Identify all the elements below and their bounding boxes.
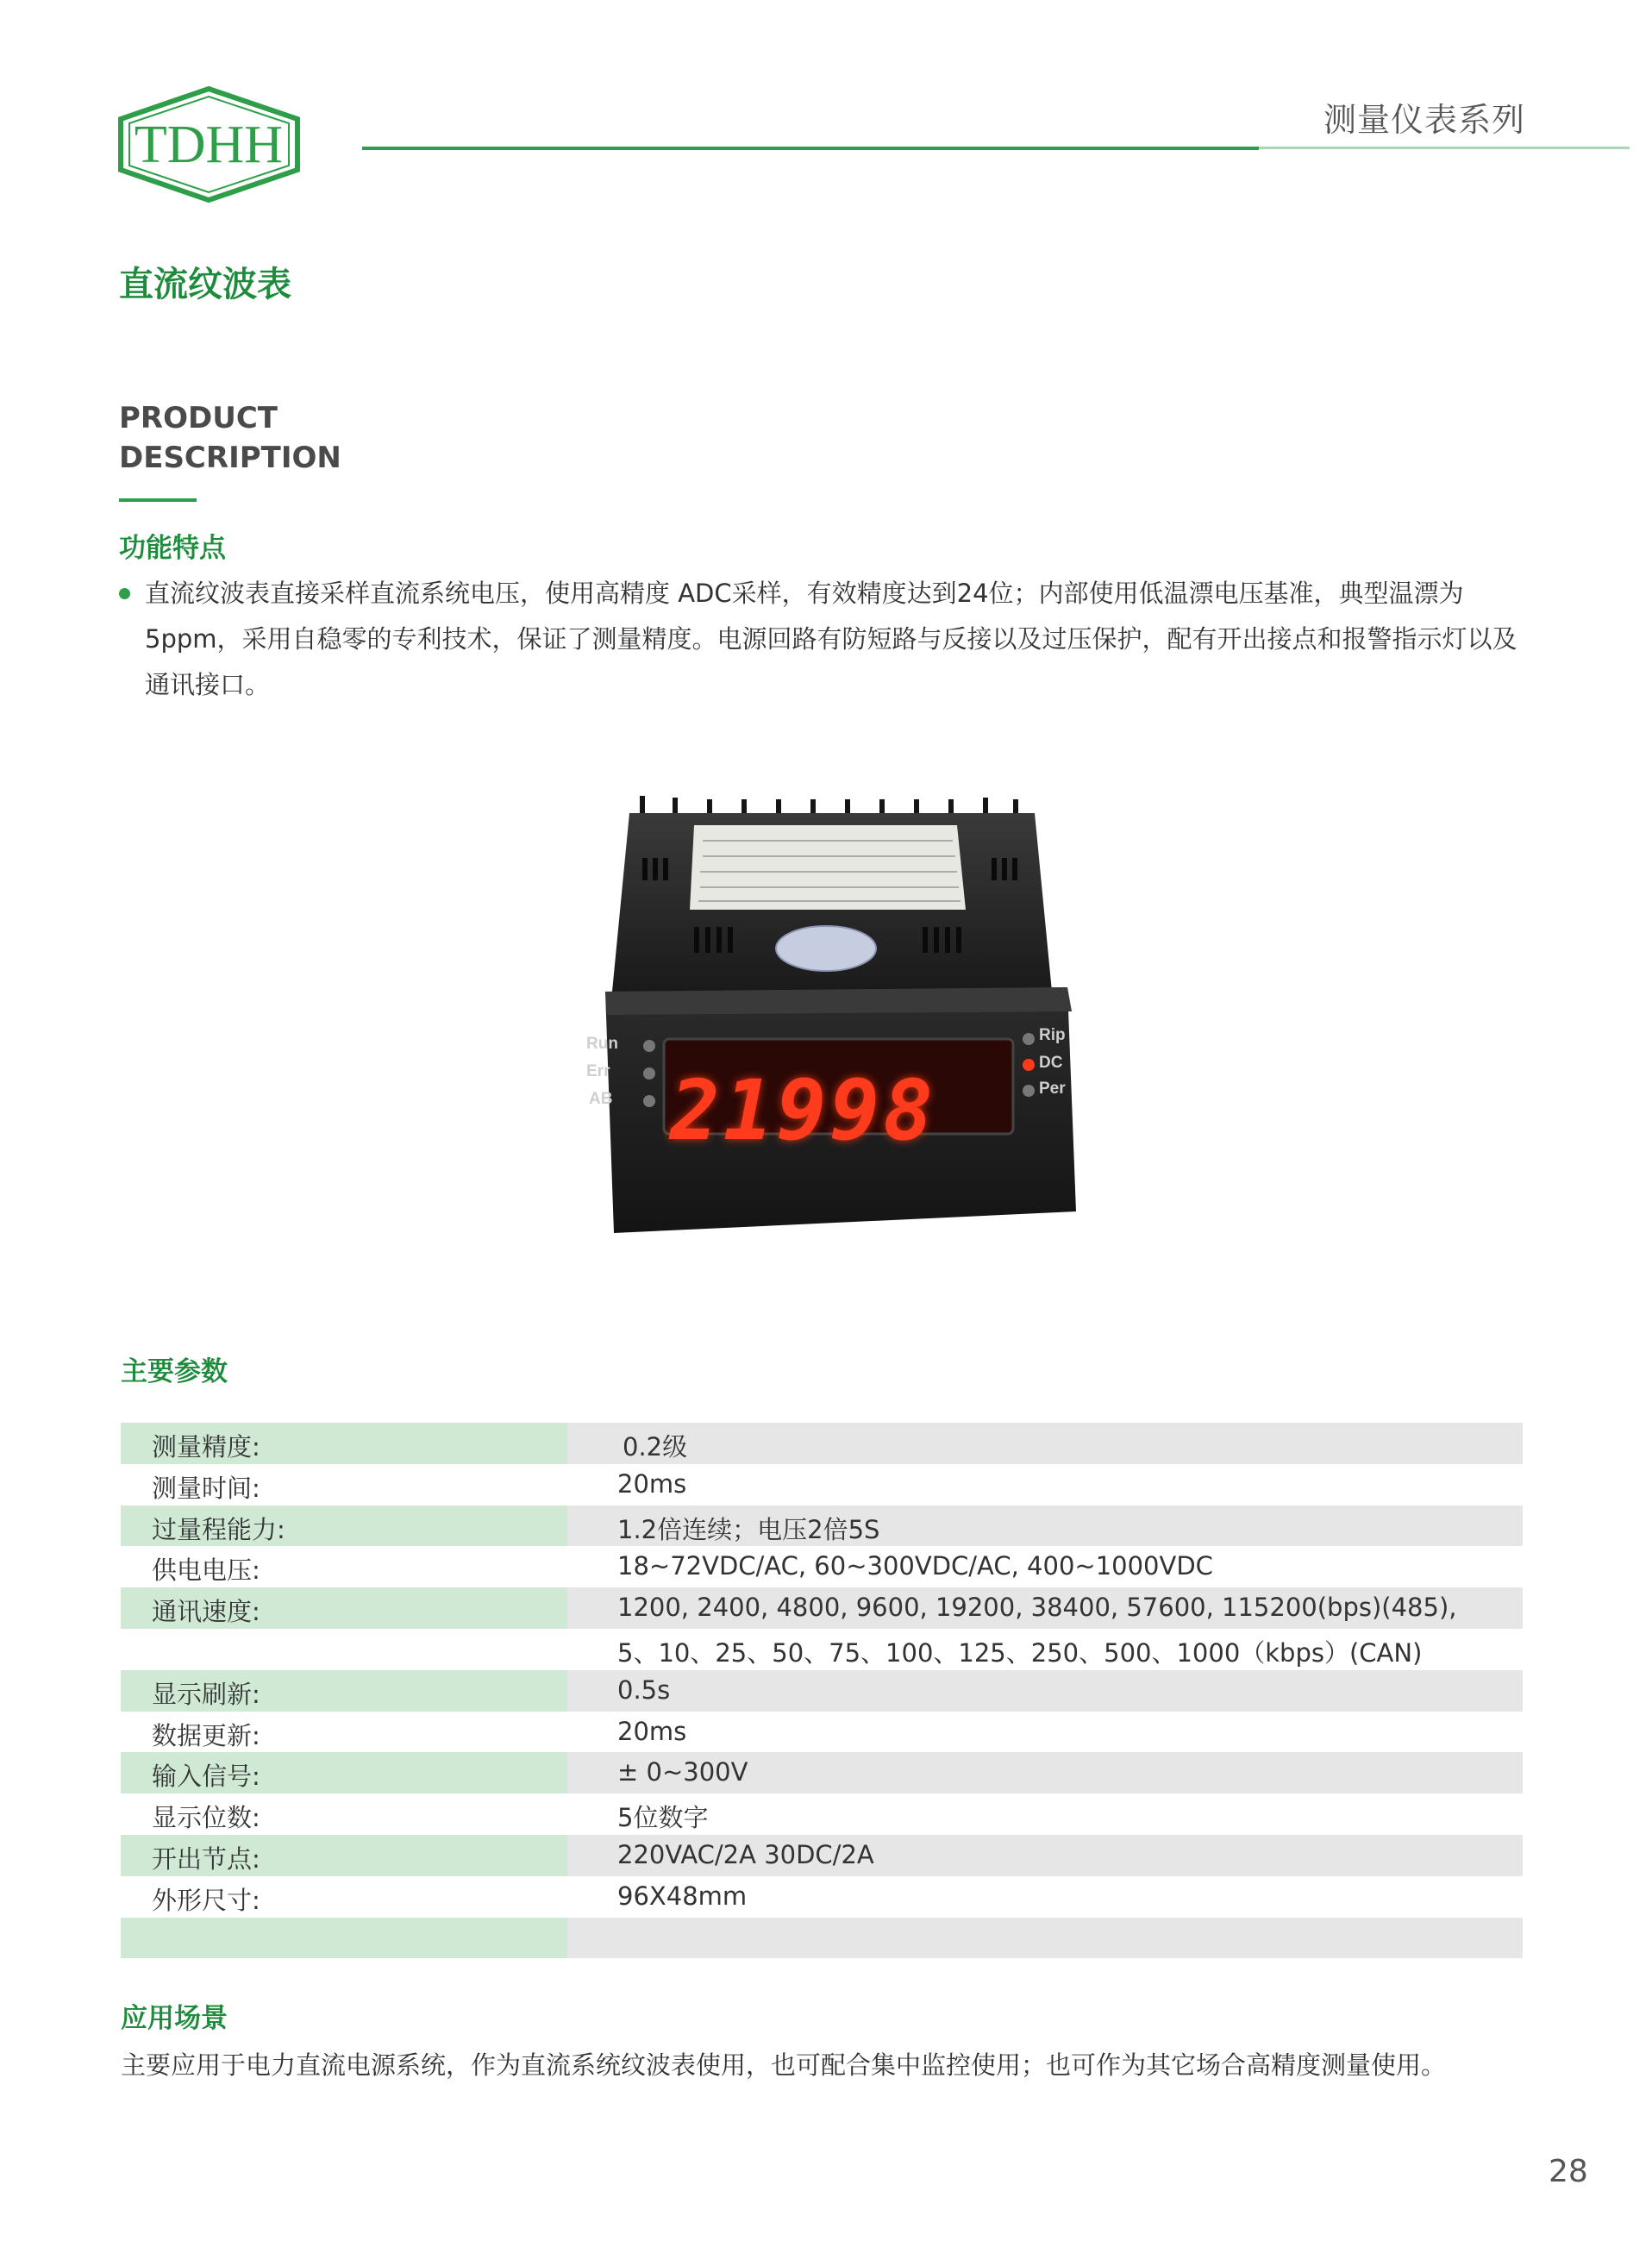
indicator-run-label: Run (586, 1035, 618, 1053)
spec-value: 96X48mm (617, 1881, 748, 1911)
spec-row (121, 1423, 1523, 1464)
spec-value: 0.5s (617, 1674, 671, 1705)
spec-value: ± 0~300V (617, 1757, 748, 1787)
spec-row (121, 1587, 1523, 1629)
tdhh-logo (116, 86, 302, 203)
product-description-heading (119, 398, 341, 478)
indicator-err-label: Err (586, 1062, 610, 1080)
spec-label: 数据更新: (152, 1720, 260, 1750)
spec-label: 显示刷新: (152, 1679, 260, 1709)
series-title: 测量仪表系列 (1323, 101, 1526, 139)
spec-value: 220VAC/2A 30DC/2A (617, 1839, 874, 1869)
spec-row (121, 1752, 1523, 1793)
header-rule (362, 147, 1259, 150)
spec-value: 20ms (617, 1468, 687, 1499)
spec-value: 5、10、25、50、75、100、125、250、500、1000（kbps）(CAN) (617, 1637, 1423, 1668)
indicator-dc-label: DC (1039, 1054, 1063, 1072)
spec-row (121, 1629, 1523, 1670)
spec-label: 供电电压: (152, 1556, 260, 1586)
product-description-line1: PRODUCT (119, 401, 278, 435)
spec-row (121, 1876, 1523, 1918)
spec-label: 过量程能力: (152, 1514, 285, 1544)
spec-row (121, 1546, 1523, 1587)
spec-row (121, 1670, 1523, 1712)
logo-text: TDHH (134, 116, 284, 174)
spec-value: 5位数字 (617, 1803, 709, 1833)
spec-label: 通讯速度: (152, 1597, 260, 1627)
meter-reading: 21998 (670, 1062, 936, 1159)
spec-label: 外形尺寸: (152, 1885, 260, 1915)
spec-row (121, 1835, 1523, 1876)
page-title: 直流纹波表 (119, 265, 291, 304)
spec-value: 1.2倍连续；电压2倍5S (617, 1514, 880, 1544)
spec-value: 18~72VDC/AC, 60~300VDC/AC, 400~1000VDC (617, 1551, 1213, 1581)
spec-row (121, 1505, 1523, 1547)
bullet-dot (119, 588, 130, 599)
spec-row (121, 1918, 1523, 1959)
product-description-line2: DESCRIPTION (119, 441, 341, 475)
spec-label: 显示位数: (152, 1803, 260, 1833)
section-underline (119, 498, 197, 502)
indicator-ab-label: AB (589, 1090, 613, 1108)
spec-row (121, 1464, 1523, 1505)
indicator-per-label: Per (1039, 1080, 1066, 1098)
features-heading: 功能特点 (119, 533, 226, 564)
page-number: 28 (1549, 2154, 1588, 2189)
spec-row (121, 1712, 1523, 1753)
spec-label: 开出节点: (152, 1844, 260, 1874)
spec-value: 0.2级 (623, 1432, 688, 1462)
application-heading: 应用场景 (121, 2003, 228, 2034)
application-text: 主要应用于电力直流电源系统，作为直流系统纹波表使用，也可配合集中监控使用；也可作为其它场合高精度测量使用。 (121, 2050, 1447, 2080)
spec-row (121, 1793, 1523, 1835)
spec-label: 测量时间: (152, 1473, 260, 1503)
params-heading: 主要参数 (121, 1356, 228, 1387)
spec-label: 测量精度: (152, 1432, 260, 1462)
spec-label: 输入信号: (152, 1762, 260, 1792)
spec-value: 1200, 2400, 4800, 9600, 19200, 38400, 57600, 115200(bps)(485), (617, 1593, 1457, 1623)
spec-value: 20ms (617, 1716, 687, 1746)
header-rule-light (1259, 147, 1630, 149)
indicator-rip-label: Rip (1039, 1026, 1066, 1044)
meter-product-image (552, 780, 1138, 1263)
features-text: 直流纹波表直接采样直流系统电压，使用高精度 ADC采样，有效精度达到24位；内部使用低温漂电压基准，典型温漂为5ppm，采用自稳零的专利技术，保证了测量精度。电源回路有防短路与反接以及过压保护，配有开出接点和报警指示灯以及通讯接口。 (145, 579, 1517, 699)
spec-table (121, 1423, 1523, 1958)
